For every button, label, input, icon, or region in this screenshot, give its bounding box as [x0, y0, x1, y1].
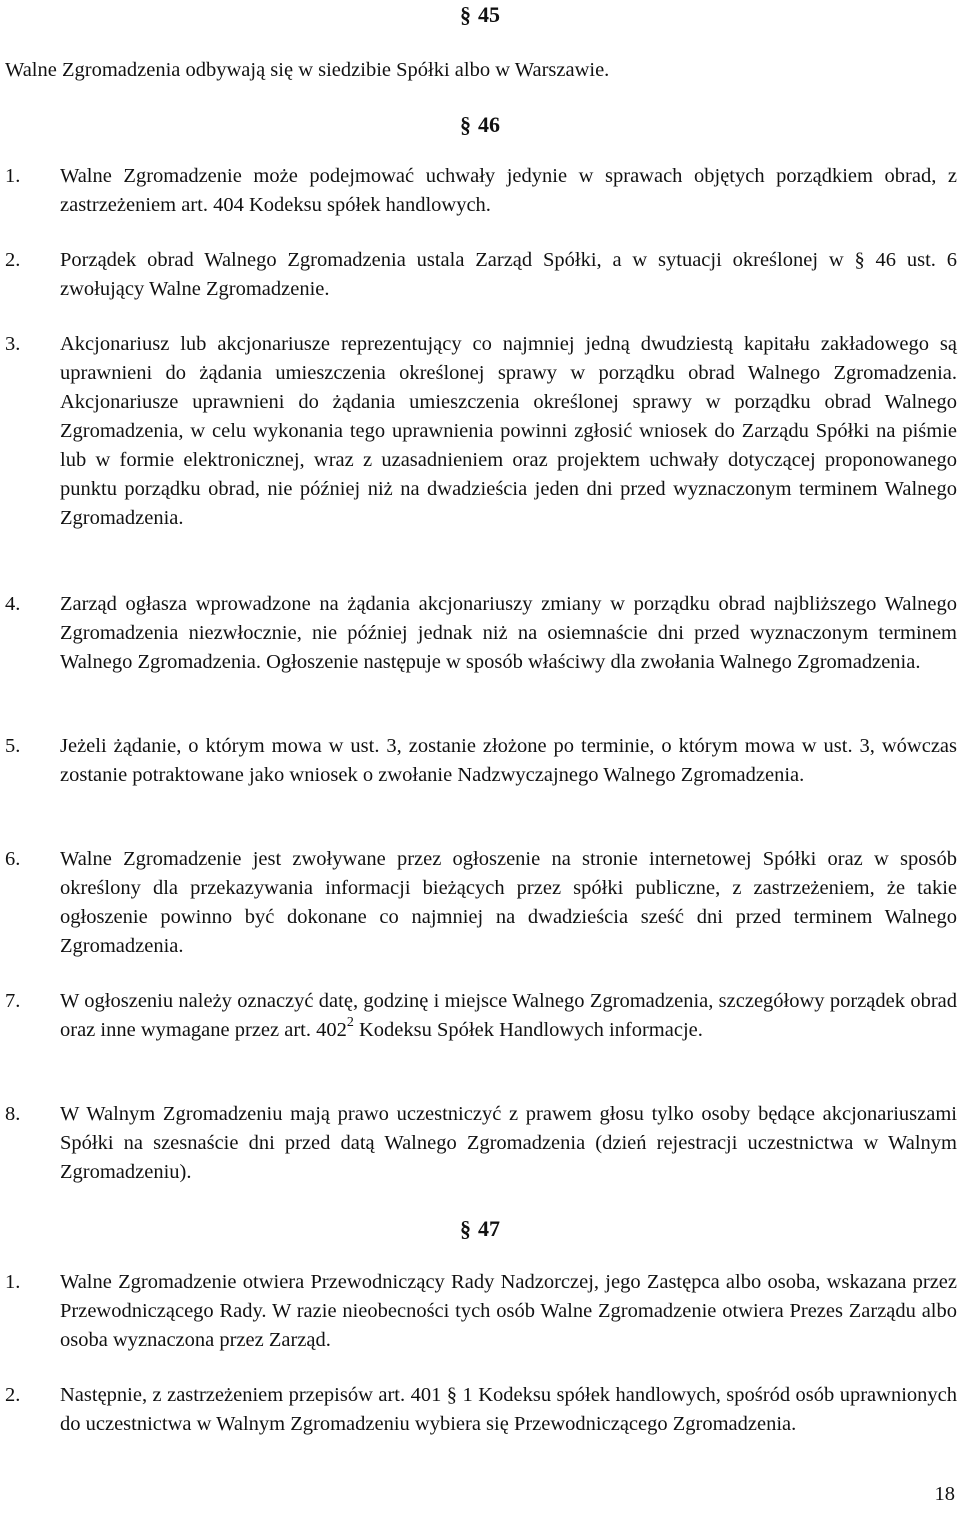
s46-item-3: [5, 330, 957, 533]
page-number: 18: [934, 1483, 955, 1505]
section-45-heading: [0, 0, 960, 29]
s47-item-2: [5, 1381, 957, 1439]
s46-item-6: [5, 845, 957, 961]
item-number: 2.: [5, 249, 21, 271]
item-text: W Walnym Zgromadzeniu mają prawo uczestniczyć z prawem głosu tylko osoby będące akcjonariuszami Spółki na szesnaście dni przed datą Walnego Zgromadzenia (dzień rejestracji uczestnictwa w Walnym Zgromadzeniu).: [60, 1103, 957, 1183]
item-number: 1.: [5, 165, 21, 187]
s46-item-4: [5, 590, 957, 677]
section-number: 45: [478, 2, 500, 27]
s47-item-1: [5, 1268, 957, 1355]
item-number: 4.: [5, 593, 21, 615]
intro-paragraph: Walne Zgromadzenia odbywają się w siedzibie Spółki albo w Warszawie.: [5, 59, 610, 81]
item-number: 3.: [5, 333, 21, 355]
item-number: 1.: [5, 1271, 21, 1293]
section-symbol: §: [460, 1216, 471, 1241]
item-text: Zarząd ogłasza wprowadzone na żądania akcjonariuszy zmiany w porządku obrad najbliższego Walnego Zgromadzenia niezwłocznie, nie później jednak niż na osiemnaście dni przed wyznaczonym terminem Walnego Zgromadzenia. Ogłoszenie następuje w sposób właściwy dla zwołania Walnego Zgromadzenia.: [60, 593, 957, 673]
s46-item-1: [5, 162, 957, 220]
superscript: 2: [346, 1015, 354, 1030]
item-text: Walne Zgromadzenie otwiera Przewodniczący Rady Nadzorczej, jego Zastępca albo osoba, wskazana przez Przewodniczącego Rady. W razie nieobecności tych osób Walne Zgromadzenie otwiera Prezes Zarządu albo osoba wyznaczona przez Zarząd.: [60, 1271, 957, 1351]
item-text: [60, 987, 957, 1045]
item-number: 2.: [5, 1384, 21, 1406]
item-number: 7.: [5, 990, 21, 1012]
item-text: Porządek obrad Walnego Zgromadzenia ustala Zarząd Spółki, a w sytuacji określonej w § 46 ust. 6 zwołujący Walne Zgromadzenie.: [60, 249, 957, 300]
item-text: Jeżeli żądanie, o którym mowa w ust. 3, zostanie złożone po terminie, o którym mowa w ust. 3, wówczas zostanie potraktowane jako wniosek o zwołanie Nadzwyczajnego Walnego Zgromadzenia.: [60, 735, 957, 786]
item-text: Następnie, z zastrzeżeniem przepisów art. 401 § 1 Kodeksu spółek handlowych, spośród osób uprawnionych do uczestnictwa w Walnym Zgromadzeniu wybiera się Przewodniczącego Zgromadzenia.: [60, 1384, 957, 1435]
item-number: 6.: [5, 848, 21, 870]
item-text: Walne Zgromadzenie może podejmować uchwały jedynie w sprawach objętych porządkiem obrad, z zastrzeżeniem art. 404 Kodeksu spółek handlowych.: [60, 165, 957, 216]
section-symbol: §: [460, 2, 471, 27]
item-number: 5.: [5, 735, 21, 757]
item-text-part: W ogłoszeniu należy oznaczyć datę, godzinę i miejsce Walnego Zgromadzenia, szczegółowy porządek obrad oraz inne wymagane przez art. 402: [60, 990, 957, 1041]
s46-item-8: [5, 1100, 957, 1187]
s46-item-5: [5, 732, 957, 790]
item-text: Walne Zgromadzenie jest zwoływane przez ogłoszenie na stronie internetowej Spółki oraz w sposób określony dla przekazywania informacji bieżących przez spółki publiczne, z zastrzeżeniem, że takie ogłoszenie powinno być dokonane co najmniej na dwadzieścia sześć dni przed terminem Walnego Zgromadzenia.: [60, 848, 957, 957]
section-number: 47: [478, 1216, 500, 1241]
item-text: Akcjonariusz lub akcjonariusze reprezentujący co najmniej jedną dwudziestą kapitału zakładowego są uprawnieni do żądania umieszczenia określonej sprawy w porządku obrad Walnego Zgromadzenia. Akcjonariusze uprawnieni do żądania umieszczenia określonej sprawy w porządku obrad Walnego Zgromadzenia, w celu wykonania tego uprawnienia powinni zgłosić wniosek do Zarządu Spółki na piśmie lub w formie elektronicznej, wraz z uzasadnieniem oraz projektem uchwały dotyczącej proponowanego punktu porządku obrad, nie później niż na dwadzieścia jeden dni przed wyznaczonym terminem Walnego Zgromadzenia.: [60, 333, 957, 529]
item-number: 8.: [5, 1103, 21, 1125]
s46-item-2: [5, 246, 957, 304]
item-text-part: Kodeksu Spółek Handlowych informacje.: [353, 1019, 703, 1041]
s46-item-7: [5, 987, 957, 1045]
section-47-heading: [0, 1214, 960, 1243]
section-symbol: §: [460, 112, 471, 137]
section-46-heading: [0, 110, 960, 139]
section-number: 46: [478, 112, 500, 137]
